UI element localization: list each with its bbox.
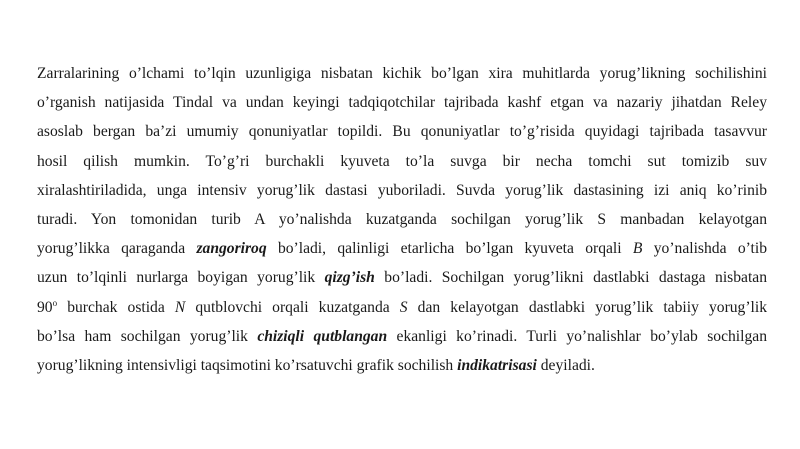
italic-symbol: B xyxy=(632,240,643,258)
text-run: 90 xyxy=(37,298,53,316)
degree-sign: o xyxy=(52,297,58,308)
paragraph-line xyxy=(37,120,767,149)
paragraph-line xyxy=(37,354,767,383)
text-run: asoslab bergan ba’zi umumiy qonuniyatlar topildi. Bu qonuniyatlar to’g’risida quyidagi tajribada tasavvur xyxy=(37,123,767,141)
body-paragraph xyxy=(37,62,767,383)
paragraph-line xyxy=(37,179,767,208)
text-run: uzun to’lqinli nurlarga boyigan yorug’lik xyxy=(37,269,325,287)
paragraph-line xyxy=(37,91,767,120)
paragraph-line xyxy=(37,325,767,354)
text-run: yo’nalishda o’tib xyxy=(642,240,767,258)
text-run: yorug’likning intensivligi taqsimotini ko’rsatuvchi grafik sochilish xyxy=(37,356,458,374)
emphasized-term: chiziqli qutblangan xyxy=(257,327,388,345)
paragraph-line xyxy=(37,266,767,295)
emphasized-term: zangoriroq xyxy=(196,240,267,258)
text-run: dan kelayotgan dastlabki yorug’lik tabiiy yorug’lik xyxy=(407,298,768,316)
emphasized-term: indikatrisasi xyxy=(457,356,537,374)
text-run: burchak ostida xyxy=(57,298,175,316)
text-run: o’rganish natijasida Tindal va undan keyingi tadqiqotchilar tajribada kashf etgan va nazariy jihatdan Reley xyxy=(37,94,767,112)
paragraph-line xyxy=(37,150,767,179)
text-run: qutblovchi orqali kuzatganda xyxy=(185,298,400,316)
paragraph-line xyxy=(37,237,767,266)
text-run: yorug’likka qaraganda xyxy=(37,240,197,258)
text-run: xiralashtiriladida, unga intensiv yorug’lik dastasi yuboriladi. Suvda yorug’lik dastasining izi aniq ko’rinib xyxy=(37,181,767,199)
text-run: Zarralarining o’lchami to’lqin uzunligiga nisbatan kichik bo’lgan xira muhitlarda yorug’likning sochilishini xyxy=(37,65,767,82)
emphasized-term: qizg’ish xyxy=(324,269,375,287)
italic-symbol: N xyxy=(174,298,186,316)
text-run: ekanligi ko’rinadi. Turli yo’nalishlar bo’ylab sochilgan xyxy=(387,327,767,345)
text-run: bo’ladi, qalinligi etarlicha bo’lgan kyuveta orqali xyxy=(266,240,633,258)
text-run: bo’ladi. Sochilgan yorug’likni dastlabki dastaga nisbatan xyxy=(374,269,767,287)
paragraph-line xyxy=(37,62,767,91)
text-run: turadi. Yon tomonidan turib A yo’nalishda kuzatganda sochilgan yorug’lik S manbadan kelayotgan xyxy=(37,210,767,228)
text-run: bo’lsa ham sochilgan yorug’lik xyxy=(37,327,258,345)
paragraph-line xyxy=(37,208,767,237)
italic-symbol: S xyxy=(399,298,408,316)
text-run: deyiladi. xyxy=(536,356,595,374)
paragraph-line xyxy=(37,296,767,325)
text-run: hosil qilish mumkin. To’g’ri burchakli kyuveta to’la suvga bir necha tomchi sut tomizib suv xyxy=(37,152,767,170)
